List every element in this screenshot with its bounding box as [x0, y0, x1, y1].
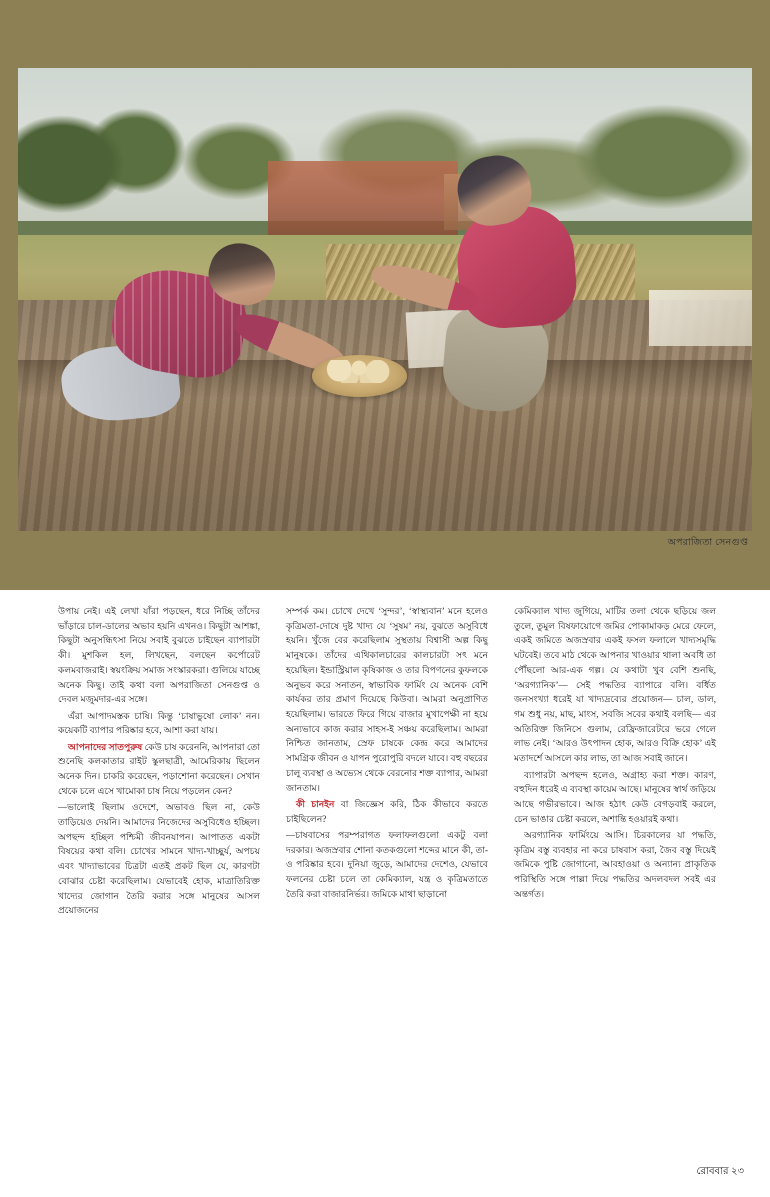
photo-band	[0, 0, 770, 590]
paragraph: উপায় নেই। এই লেখা যাঁরা পড়ছেন, ধরে নিচ্ছি তাঁদের ভাঁড়ারে চাল-ডালের অভাব হয়নি এখনও। কিছুটা আশঙ্কা, কিছুটা অনুসন্ধিৎসা নিয়ে সবাই বুঝতে চাইছেন ব্যাপারটা কী। মুশকিল হল, লিখছেন, বলছেন কর্পোরেট কলমবাজরাই। স্বয়ংক্রিয় সমাজ সংস্কারকরা। গুলিয়ে যাচ্ছে অনেক কিছু। তাই কথা বলা অপরাজিতা সেনগুপ্ত ও দেবল মজুমদার-এর সঙ্গে।	[58, 606, 260, 705]
paragraph: অরগ্যানিক ফার্মিংয়ে আসি। চিরকালের যা পদ্ধতি, কৃত্রিম বস্তু ব্যবহার না করে চাষবাস করা, জৈব বস্তু দিয়েই জমিকে পুষ্টি জোগানো, আবহাওয়া ও অন্যান্য প্রাকৃতিক পরিস্থিতি সঙ্গে পাল্লা দিয়ে পদ্ধতির অদলবদল সবই এর অন্তর্গত।	[514, 830, 716, 899]
paragraph: ব্যাপারটা অপছন্দ হলেও, অগ্রাহ্য করা শক্ত। কারণ, বহুদিন ধরেই এ ব্যবস্থা কায়েম আছে। মানুষের স্বার্থ জড়িয়ে আছে গভীরভাবে। আজ হঠাৎ কেউ বেগড়বাই করলে, চেন ভাঙার চেষ্টা করলে, অশান্তি হওয়ারই কথা।	[514, 769, 716, 824]
article-text-panel	[0, 590, 770, 1197]
answer-paragraph: —ভালোই ছিলাম ওদেশে, অভাবও ছিল না, কেউ তাড়িয়েও দেয়নি। আমাদের নিজেদের অসুবিধেও হচ্ছিল। অপছন্দ হচ্ছিল পশ্চিমী জীবনযাপন। আপাতত একটা বিষয়ের কথা বলি। চোখের সামনে খাদ্য-খাচ্ছুর্য, অপচয় এবং খাদ্যাভাবের চিত্রটা এতই প্রকট ছিল যে, কারণটা বোঝার চেষ্টা করেছিলাম। যেভাবেই হোক, মাত্রাতিরিক্ত খাদ্যের জোগান তৈরি করার সঙ্গে মানুষের আসল প্রয়োজনের	[58, 802, 260, 916]
question-paragraph	[286, 797, 488, 826]
answer-paragraph: —চাষবাসের পরম্পরাগত ফলাফলগুলো একটু বলা দরকার। অজস্রবার শোনা কতকগুলো শব্দের মানে কী, তা-ও পরিষ্কার হবে। দুনিয়া জুড়ে, আমাদের দেশেও, যেভাবে ফলনের চেষ্টা চলে তা কেমিক্যাল, যন্ত্র ও কৃত্রিমতাতে তৈরি করা বাজারনির্ভর। জমিকে মাথা ছাড়ানো	[286, 830, 488, 899]
article-columns	[58, 604, 718, 1144]
article-column-2	[286, 604, 488, 1144]
question-body: কেউ চাষ করেননি, আপনারা তো শুনেছি কলকাতার রাইট স্কুলছাত্রী, আমেরিকায় ছিলেন অনেক দিন। চাকরি করেছেন, পড়াশোনা করেছেন। সেখান থেকে চলে এসে খামোকা চাষ নিয়ে পড়লেন কেন?	[58, 741, 260, 796]
question-paragraph	[58, 740, 260, 799]
article-column-3	[514, 604, 716, 1144]
photo-white-sack	[649, 290, 752, 346]
photo-seed-potatoes	[326, 360, 392, 383]
article-column-1	[58, 604, 260, 1144]
photo-building-red	[268, 161, 459, 235]
question-body: বা জিজ্ঞেস করি, ঠিক কীভাবে করতে চাইছিলেন?	[286, 798, 489, 824]
page-folio: রোববার ২৩	[696, 1166, 744, 1177]
photo-credit: অপরাজিতা সেনগুপ্ত	[667, 537, 748, 548]
article-photo	[18, 68, 752, 531]
paragraph: এঁরা আপাদমস্তক চাষি। কিন্তু ‘চাষাভুষো লোক’ নন। কয়েকটি ব্যাপার পরিষ্কার হবে, আশা করা যায়।	[58, 710, 260, 736]
question-lead-in: কী চানইন	[296, 798, 335, 809]
question-lead-in: আপনাদের সাতপুরুষ	[68, 741, 143, 752]
photo-woman-torso	[454, 203, 580, 331]
paragraph: সম্পর্ক কম। চোখে দেখে ‘সুন্দর’, ‘স্বাস্থ্যবান’ মনে হলেও কৃত্রিমতা-দোষে দুষ্ট খাদ্য যে ‘সুষম’ নয়, বুঝতে অসুবিধে হয়নি। খুঁজে বের করেছিলাম সুস্থতায় বিশ্বাসী অল্প কিছু মানুষকে। তাঁদের এথিকালচারের কালচারটা সৎ মনে হয়েছিল। ইন্ডাস্ট্রিয়াল কৃষিকাজ ও তার বিপণনের কুফলকে অনুভব করে সনাতন, স্বাভাবিক ফার্মিং যে অনেক বেশি কার্যকর তার প্রমাণ দিয়েছে কিউবা। আমরা অনুপ্রাণিত হয়েছিলাম। ভারতে ফিরে গিয়ে বাজার মুখাপেক্ষী না হয়ে অন্যভাবে কাজ করার সাহস-ই সঞ্চয় করেছিলাম। আমরা নিশ্চিত জানতাম, স্রেফ চাষকে কেন্দ্র করে আমাদের সামগ্রিক জীবন ও যাপন পুরোপুরি বদলে যাবে। বহু বছরের চালু ব্যবস্থা ও অভ্যেস থেকে বেরনোর শক্ত ব্যাপার, আমরা জানতাম।	[286, 606, 488, 793]
paragraph: কেমিক্যাল খাদ্য জুগিয়ে, মাটির তলা থেকে ছড়িয়ে জল তুলে, তুমুল বিষফায়োগে জমির পোকামাকড় মেরে ফেলে, একই জমিতে অজস্রবার একই ফসল ফলালে খাদ্যসমৃদ্ধি ঘটবেই। তবে মাঠ থেকে আপনার খাওয়ার থালা অবধি তা পৌঁছলো আর-এক গল্প। যে কথাটা খুব বেশি শুনছি, ‘অরগ্যানিক’— সেই পদ্ধতির ব্যাপারে বলি। বর্ধিত জনসংখ্যা ধরেই যা খাদ্যদ্রব্যের প্রয়োজন— চাল, ডাল, গম শুধু নয়, মাছ, মাংস, সবজি সবের কথাই বলছি— এর অতিরিক্ত জিনিসে গুলাম, রেফ্রিজারেটরে ভরে গেলে লাভ নেই। ‘আরও উৎপাদন হোক, আরও বিক্রি হোক’ এই মতাদর্শে আসলে কার লাভ, তা আজ সবাই জানে।	[514, 606, 716, 764]
